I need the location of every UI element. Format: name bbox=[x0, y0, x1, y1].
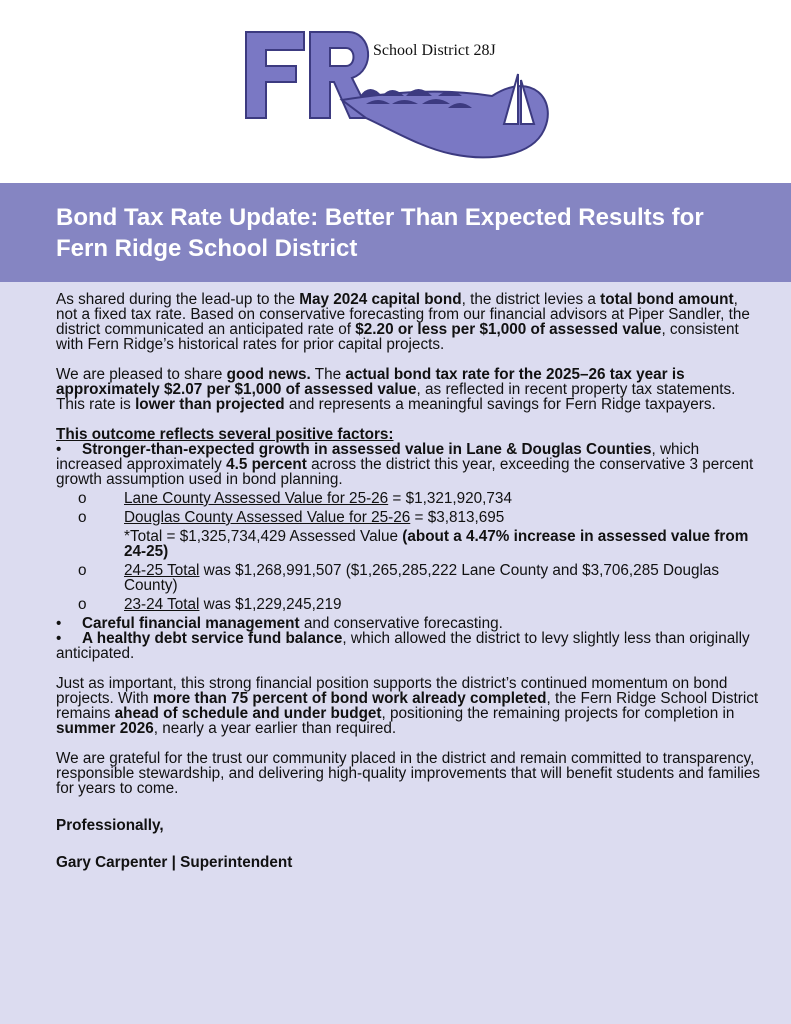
logo-letter-f bbox=[246, 32, 304, 118]
paragraph-momentum: Just as important, this strong financial position supports the district’s continued momentum on bond projects. With more than 75 percent of bond work already completed, the Fern Ridge School District remains ahead of schedule and under budget, positioning the remaining projects for completion in summer 2026, nearly a year earlier than required. bbox=[56, 675, 759, 737]
sub-24-25-total: o 24-25 Total was $1,268,991,507 ($1,265,285,222 Lane County and $3,706,285 Douglas County) bbox=[78, 562, 720, 594]
factors-heading: This outcome reflects several positive factors: bbox=[56, 426, 394, 443]
logo-subtitle: School District 28J bbox=[373, 42, 496, 59]
closing: Professionally, bbox=[56, 817, 164, 834]
bullet-debt-service: • A healthy debt service fund balance, which allowed the district to levy slightly less than originally anticipated. bbox=[56, 630, 750, 662]
logo-hill-1 bbox=[360, 89, 382, 96]
bullet-financial-management: • Careful financial management and conservative forecasting. bbox=[56, 615, 503, 632]
letter-body bbox=[56, 292, 762, 892]
page-title: Bond Tax Rate Update: Better Than Expected Results for Fern Ridge School District bbox=[56, 204, 704, 262]
sub-23-24-total: o 23-24 Total was $1,229,245,219 bbox=[78, 596, 342, 613]
paragraph-gratitude: We are grateful for the trust our community placed in the district and remain committed to transparency, responsible stewardship, and delivering high-quality improvements that will benefit students and families for years to come. bbox=[56, 750, 761, 797]
paragraph-good-news: We are pleased to share good news. The actual bond tax rate for the 2025–26 tax year is approximately $2.07 per $1,000 of assessed value, as reflected in recent property tax statements. This rate is lower than projected and represents a meaningful savings for Fern Ridge taxpayers. bbox=[56, 366, 736, 413]
bullet-growth: • Stronger-than-expected growth in assessed value in Lane & Douglas Counties, which increased approximately 4.5 percent across the district this year, exceeding the conservative 3 percent growth assumption used in bond planning. bbox=[56, 441, 754, 488]
signature: Gary Carpenter | Superintendent bbox=[56, 854, 293, 871]
sub-lane-county: o Lane County Assessed Value for 25-26 = $1,321,920,734 bbox=[78, 490, 512, 507]
sub-douglas-county: o Douglas County Assessed Value for 25-26 = $3,813,695 bbox=[78, 509, 505, 526]
title-band bbox=[0, 183, 791, 282]
paragraph-intro: As shared during the lead-up to the May 2024 capital bond, the district levies a total bond amount, not a fixed tax rate. Based on conservative forecasting from our financial advisors at Piper Sandler, the district communicated an anticipated rate of $2.20 or less per $1,000 of assessed value, consistent with Fern Ridge’s historical rates for prior capital projects. bbox=[56, 291, 750, 353]
header bbox=[0, 0, 791, 183]
sub-total: *Total = $1,325,734,429 Assessed Value (about a 4.47% increase in assessed value from 24-25) bbox=[124, 528, 749, 560]
factors-section bbox=[56, 427, 762, 661]
